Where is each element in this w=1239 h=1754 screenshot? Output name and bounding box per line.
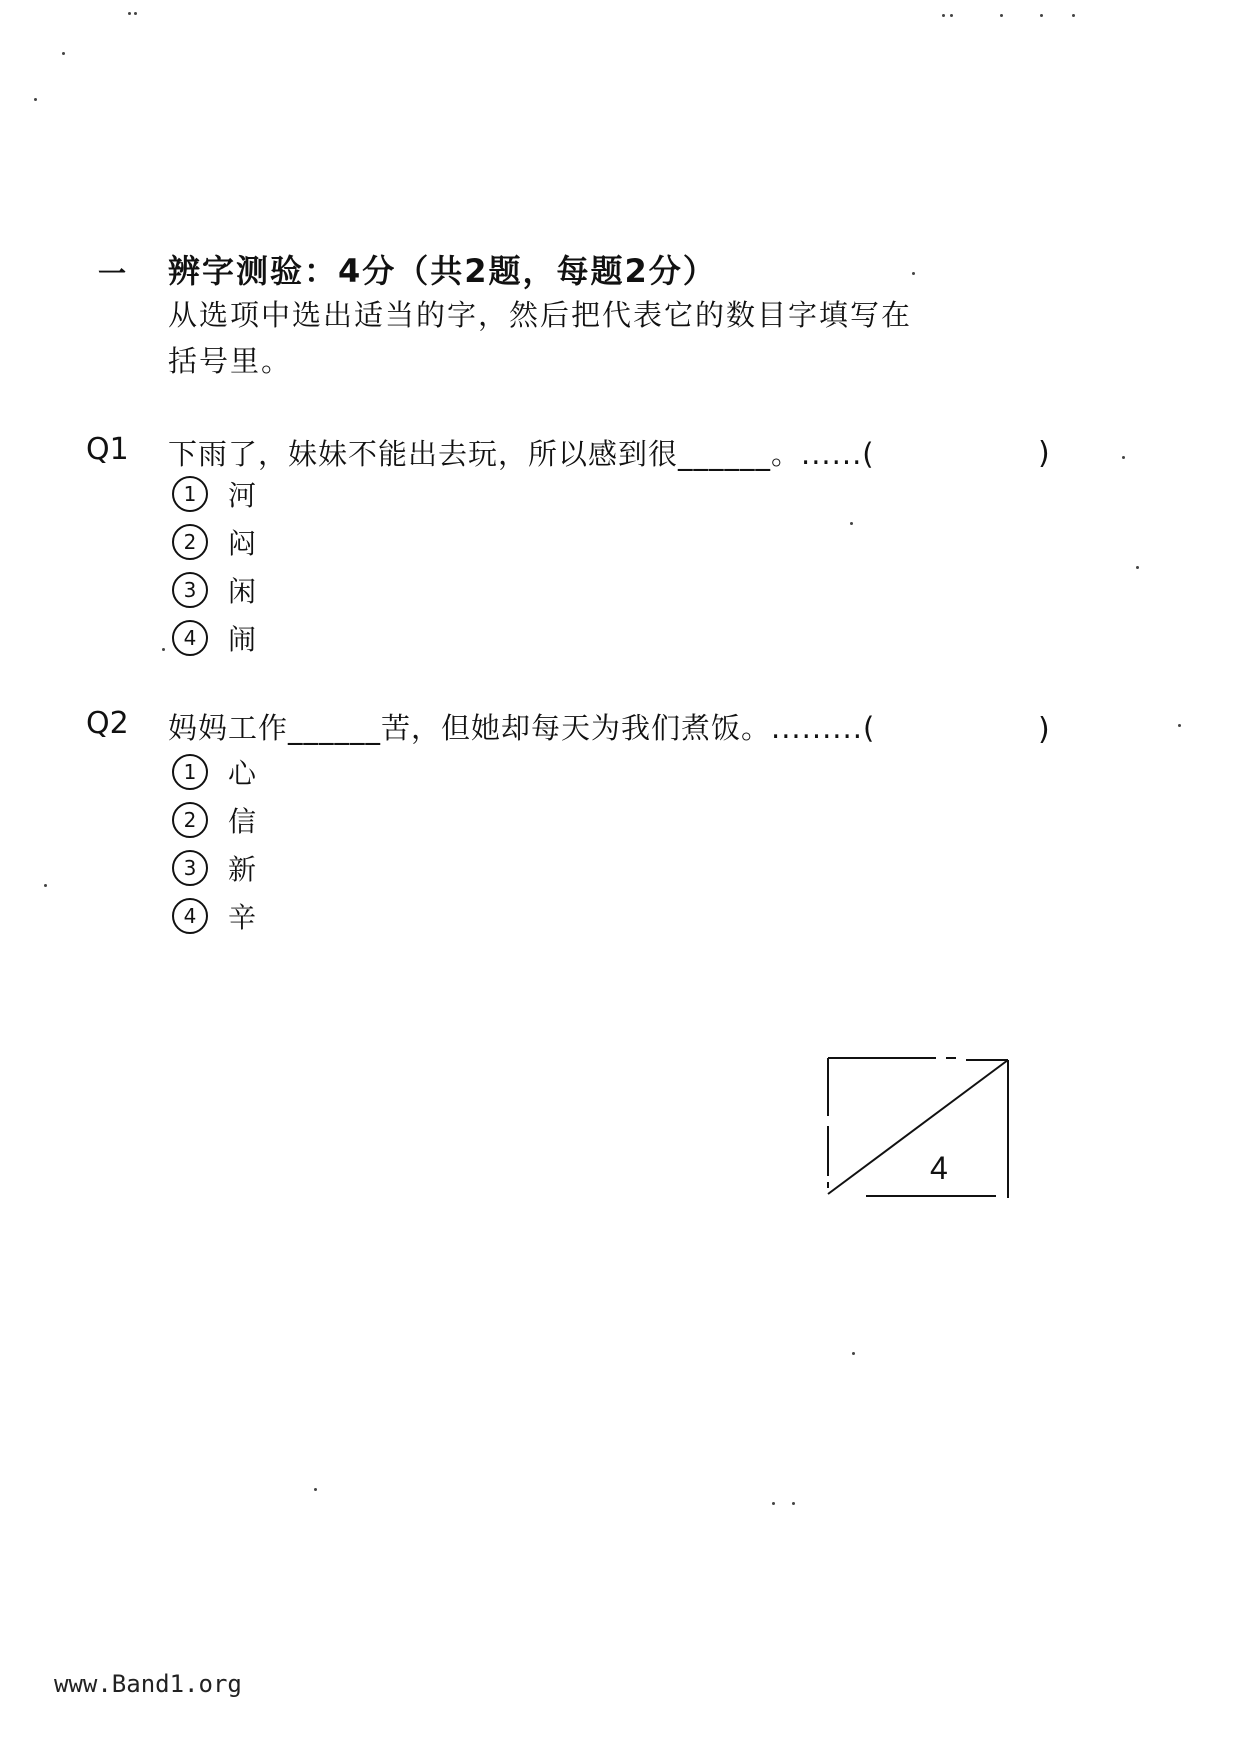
option-text: 河	[228, 479, 257, 512]
question-text: 下雨了，妹妹不能出去玩，所以感到很______。......(	[168, 437, 875, 471]
instructions-line-2: 括号里。	[168, 344, 293, 378]
option-marker: 4	[172, 620, 208, 656]
question-number: Q1	[86, 432, 129, 467]
section-number: 一	[98, 257, 127, 290]
option-3[interactable]	[172, 570, 256, 610]
section-title: 辨字测验：4分（共2题，每题2分）	[168, 252, 717, 290]
option-text: 闷	[228, 527, 257, 560]
option-1[interactable]	[172, 474, 256, 514]
option-3[interactable]	[172, 848, 256, 888]
option-2[interactable]	[172, 800, 256, 840]
option-marker: 3	[172, 850, 208, 886]
instructions-line-1: 从选项中选出适当的字，然后把代表它的数目字填写在	[168, 298, 913, 332]
question-number: Q2	[86, 706, 129, 741]
question-text: 妈妈工作______苦，但她却每天为我们煮饭。.........(	[168, 711, 876, 745]
option-4[interactable]	[172, 896, 256, 936]
option-marker: 2	[172, 802, 208, 838]
option-marker: 4	[172, 898, 208, 934]
answer-paren-close: )	[1038, 436, 1050, 471]
score-box	[826, 1056, 1010, 1198]
option-marker: 1	[172, 754, 208, 790]
option-text: 闲	[228, 575, 257, 608]
option-text: 闹	[228, 623, 257, 656]
answer-paren-close: )	[1038, 712, 1050, 747]
option-marker: 2	[172, 524, 208, 560]
option-2[interactable]	[172, 522, 256, 562]
score-value: 4	[930, 1150, 948, 1186]
option-marker: 1	[172, 476, 208, 512]
footer-site: www.Band1.org	[54, 1670, 242, 1698]
option-text: 心	[228, 757, 257, 790]
option-text: 信	[228, 805, 257, 838]
option-1[interactable]	[172, 752, 256, 792]
option-4[interactable]	[172, 618, 256, 658]
option-text: 辛	[228, 901, 257, 934]
option-text: 新	[228, 853, 257, 886]
option-marker: 3	[172, 572, 208, 608]
